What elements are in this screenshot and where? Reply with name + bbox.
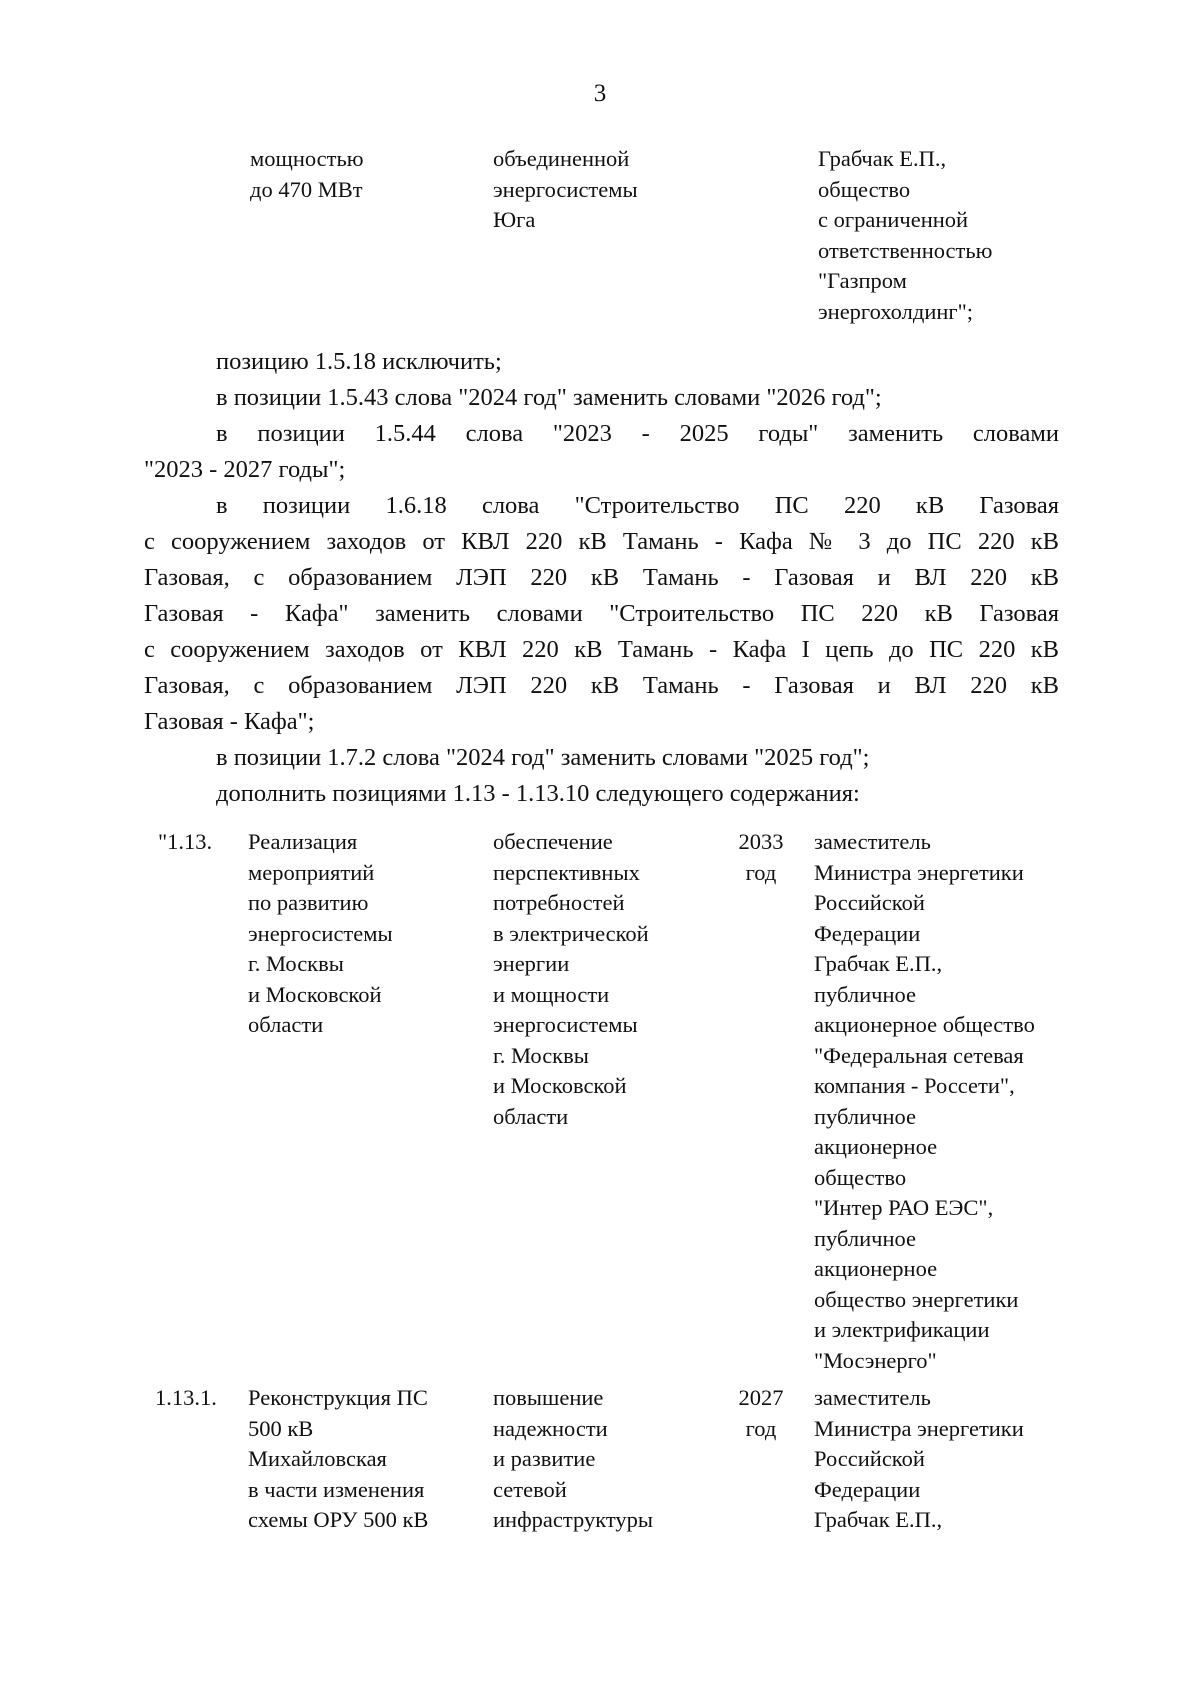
- row-object-line: мероприятий: [248, 859, 375, 885]
- row-object-line: области: [248, 1012, 324, 1037]
- row-responsible-line: публичное: [814, 1103, 917, 1129]
- row-responsible-line: заместитель: [814, 829, 931, 854]
- row-purpose-line: и развитие: [493, 1446, 596, 1471]
- row-purpose-line: инфраструктуры: [493, 1507, 653, 1532]
- row-object-line: схемы ОРУ 500 кВ: [248, 1507, 429, 1532]
- row-object-line: по развитию: [248, 890, 369, 915]
- row-responsible-line: "Мосэнерго": [814, 1347, 937, 1373]
- amendments-text: [144, 344, 1059, 812]
- row-object-line: в части изменения: [248, 1476, 425, 1502]
- row-object-line: Реализация: [248, 829, 358, 854]
- top-object-line: мощностью: [250, 146, 364, 171]
- row-1-13-1-object: [248, 1383, 428, 1536]
- row-purpose-line: повышение: [493, 1385, 604, 1410]
- row-responsible-line: Министра энергетики: [814, 1415, 1024, 1441]
- row-object-line: и Московской: [248, 981, 382, 1007]
- row-responsible-line: публичное: [814, 981, 917, 1007]
- paragraph-position-1-5-44: в позиции 1.5.44 слова "2023 - 2025 годы" заменить словами: [216, 420, 1059, 447]
- top-row-responsible: [818, 144, 992, 327]
- row-year-line: год: [745, 859, 777, 885]
- row-object-line: энергосистемы: [248, 920, 393, 946]
- row-responsible-line: публичное: [814, 1225, 917, 1251]
- row-responsible-line: "Интер РАО ЕЭС",: [814, 1195, 994, 1220]
- row-purpose-line: сетевой: [493, 1476, 567, 1502]
- row-purpose-line: в электрической: [493, 920, 649, 946]
- row-1-13-number: "1.13.: [158, 829, 213, 854]
- paragraph-position-1-6-18-line: с сооружением заходов от КВЛ 220 кВ Тамань - Кафа I цепь до ПС 220 кВ: [144, 636, 1059, 663]
- row-object-line: Реконструкция ПС: [248, 1385, 428, 1410]
- row-year-line: 2033: [738, 829, 784, 854]
- row-purpose-line: энергосистемы: [493, 1012, 638, 1037]
- top-responsible-line: "Газпром: [818, 268, 907, 293]
- paragraph-position-1-6-18-line: Газовая - Кафа" заменить словами "Строительство ПС 220 кВ Газовая: [144, 600, 1059, 627]
- row-purpose-line: области: [493, 1103, 569, 1129]
- row-purpose-line: г. Москвы: [493, 1042, 589, 1068]
- top-responsible-line: общество: [818, 176, 911, 202]
- row-responsible-line: Российской: [814, 890, 925, 915]
- row-purpose-line: энергии: [493, 951, 570, 976]
- row-purpose-line: и Московской: [493, 1073, 627, 1098]
- row-responsible-line: Российской: [814, 1446, 925, 1471]
- paragraph-position-1-5-44-cont: "2023 - 2027 годы";: [144, 456, 346, 483]
- paragraph-position-1-6-18-line: с сооружением заходов от КВЛ 220 кВ Тамань - Кафа № 3 до ПС 220 кВ: [144, 528, 1059, 555]
- row-object-line: 500 кВ: [248, 1415, 314, 1441]
- top-purpose-line: Юга: [493, 207, 536, 232]
- row-1-13-1-number: 1.13.1.: [155, 1385, 217, 1410]
- row-responsible-line: акционерное: [814, 1256, 938, 1281]
- row-responsible-line: и электрификации: [814, 1317, 990, 1342]
- row-1-13-year: [728, 827, 794, 888]
- row-responsible-line: "Федеральная сетевая: [814, 1042, 1024, 1068]
- paragraph-position-1-6-18: в позиции 1.6.18 слова "Строительство ПС 220 кВ Газовая: [216, 492, 1059, 519]
- row-responsible-line: акционерное: [814, 1134, 938, 1159]
- row-purpose-line: надежности: [493, 1415, 608, 1441]
- row-1-13-object: [248, 827, 393, 1041]
- top-purpose-line: энергосистемы: [493, 176, 638, 202]
- row-year-line: год: [745, 1415, 777, 1441]
- row-1-13-1-purpose: [493, 1383, 653, 1536]
- row-responsible-line: Федерации: [814, 920, 921, 946]
- row-responsible-line: общество: [814, 1164, 907, 1190]
- top-row-purpose: [493, 144, 638, 236]
- paragraph-position-1-6-18-last: Газовая - Кафа";: [144, 708, 315, 735]
- row-responsible-line: Министра энергетики: [814, 859, 1024, 885]
- paragraph-exclude-1-5-18: позицию 1.5.18 исключить;: [216, 348, 502, 375]
- top-responsible-line: ответственностью: [818, 237, 993, 263]
- top-row-object: [250, 144, 364, 205]
- row-responsible-line: общество энергетики: [814, 1286, 1019, 1312]
- paragraph-position-1-6-18-line: Газовая, с образованием ЛЭП 220 кВ Тамань - Газовая и ВЛ 220 кВ: [144, 672, 1059, 699]
- row-responsible-line: заместитель: [814, 1385, 931, 1410]
- paragraph-position-1-5-43: в позиции 1.5.43 слова "2024 год" заменить словами "2026 год";: [216, 384, 882, 411]
- row-purpose-line: перспективных: [493, 859, 640, 885]
- row-object-line: г. Москвы: [248, 951, 344, 976]
- top-purpose-line: объединенной: [493, 146, 630, 171]
- row-purpose-line: обеспечение: [493, 829, 613, 854]
- row-object-line: Михайловская: [248, 1446, 387, 1471]
- row-1-13-1-responsible: [814, 1383, 1024, 1536]
- page-number: 3: [593, 80, 607, 107]
- top-responsible-line: с ограниченной: [818, 207, 969, 232]
- row-1-13-1-year: [728, 1383, 794, 1444]
- row-responsible-line: Грабчак Е.П.,: [814, 951, 943, 976]
- row-1-13-responsible: [814, 827, 1035, 1376]
- row-1-13-purpose: [493, 827, 649, 1132]
- top-responsible-line: Грабчак Е.П.,: [818, 146, 947, 171]
- paragraph-add-positions: дополнить позициями 1.13 - 1.13.10 следующего содержания:: [216, 780, 860, 807]
- row-purpose-line: и мощности: [493, 981, 610, 1007]
- row-responsible-line: компания - Россети",: [814, 1073, 1015, 1098]
- paragraph-position-1-6-18-line: Газовая, с образованием ЛЭП 220 кВ Тамань - Газовая и ВЛ 220 кВ: [144, 564, 1059, 591]
- row-responsible-line: Грабчак Е.П.,: [814, 1507, 943, 1532]
- top-object-line: до 470 МВт: [250, 176, 363, 202]
- row-responsible-line: Федерации: [814, 1476, 921, 1502]
- paragraph-position-1-7-2: в позиции 1.7.2 слова "2024 год" заменить словами "2025 год";: [216, 744, 870, 771]
- row-year-line: 2027: [738, 1385, 784, 1410]
- top-responsible-line: энергохолдинг";: [818, 298, 974, 324]
- row-purpose-line: потребностей: [493, 890, 625, 915]
- row-responsible-line: акционерное общество: [814, 1012, 1035, 1037]
